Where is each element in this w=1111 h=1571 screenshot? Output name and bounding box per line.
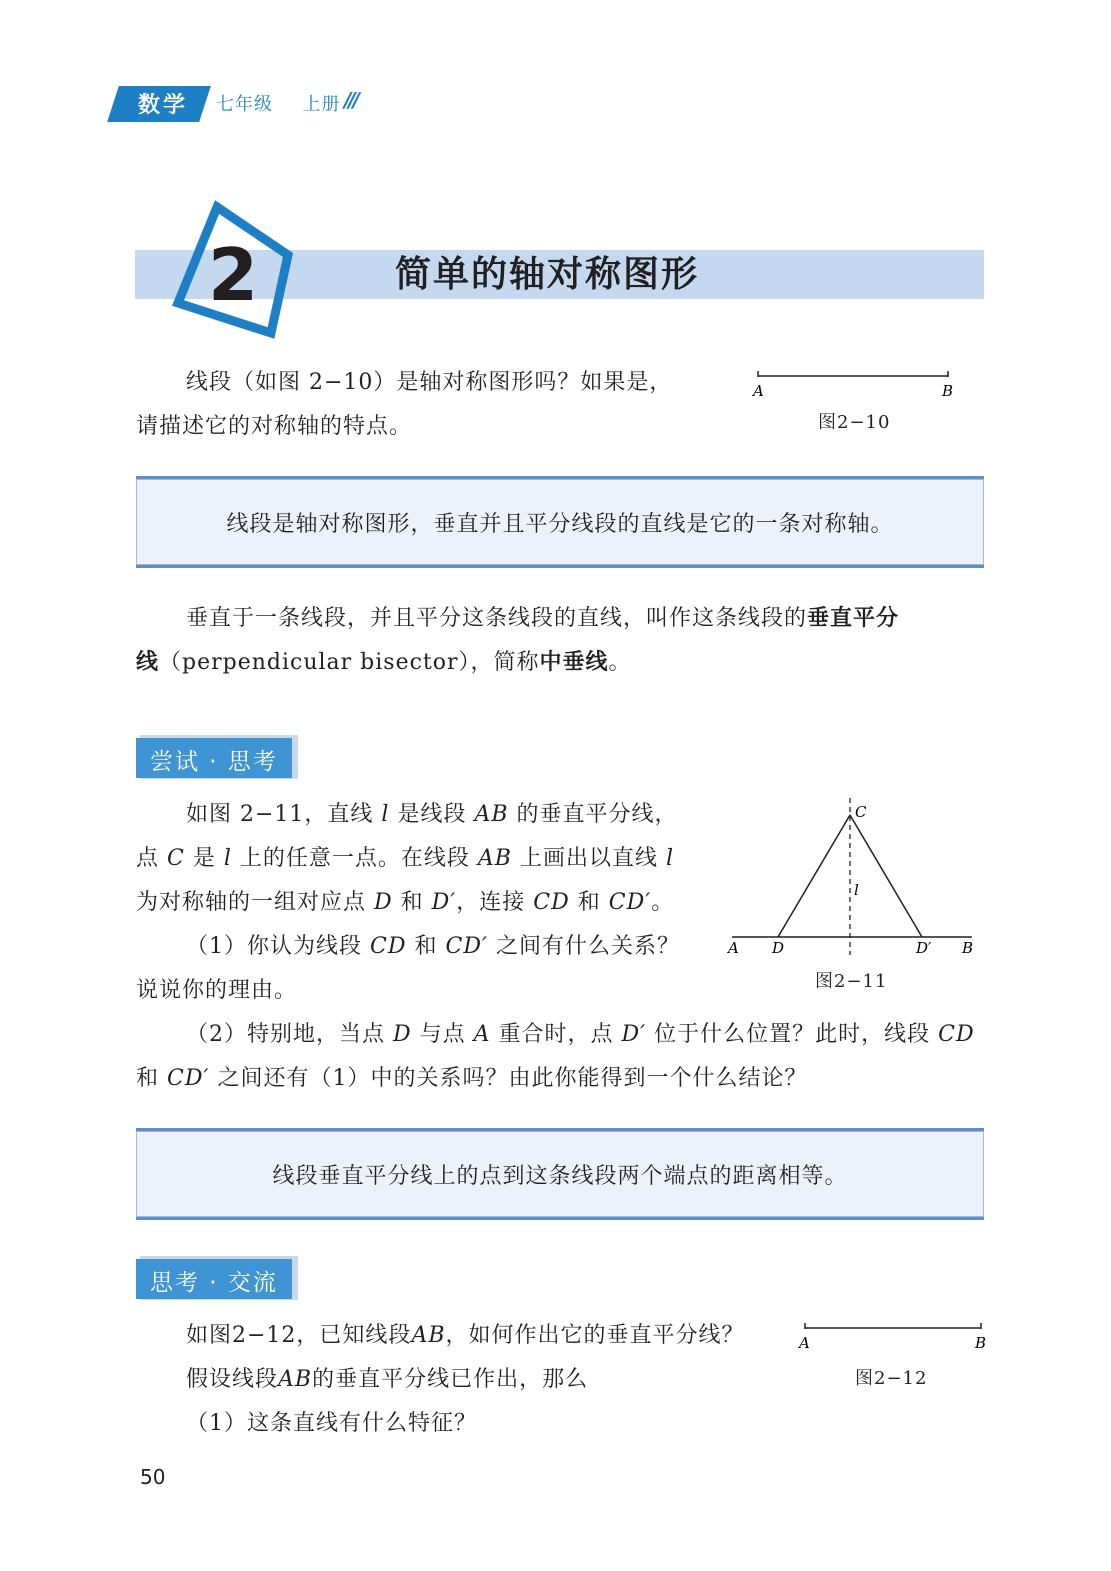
figure-2-10-caption: 图2−10 <box>818 412 891 433</box>
figure-2-11-caption: 图2−11 <box>815 971 888 992</box>
question-2-line-1: （2）特别地，当点 D 与点 A 重合时，点 D′ 位于什么位置？此时，线段 CD <box>186 1022 975 1047</box>
definition-term-part-2: 线 <box>136 650 160 675</box>
box-2-bottom-rule <box>136 1217 984 1220</box>
try-think-line-2: 点 C 是 l 上的任意一点。在线段 AB 上画出以直线 l <box>136 846 674 871</box>
box-1-text: 线段是轴对称图形，垂直并且平分线段的直线是它的一条对称轴。 <box>226 511 894 537</box>
box-2-text: 线段垂直平分线上的点到这条线段两个端点的距离相等。 <box>272 1163 848 1189</box>
question-1-line-2: 说说你的理由。 <box>136 978 298 1003</box>
header-slash-decoration: /// <box>344 88 357 112</box>
definition-text: 垂直于一条线段，并且平分这条线段的直线，叫作这条线段的 <box>186 606 808 631</box>
fig-2-12-point-a: A <box>799 1334 810 1352</box>
think-exchange-line-2: 假设线段AB的垂直平分线已作出，那么 <box>186 1367 589 1392</box>
definition-period: 。 <box>608 650 632 675</box>
think-exchange-line-3: （1）这条直线有什么特征？ <box>186 1411 477 1436</box>
fig-2-10-point-b: B <box>942 382 954 400</box>
question-2-line-2: 和 CD′ 之间还有（1）中的关系吗？由此你能得到一个什么结论？ <box>136 1066 808 1091</box>
definition-short-term: 中垂线 <box>539 650 609 675</box>
section-number: 2 <box>207 233 259 317</box>
fig-2-11-point-d-prime: D′ <box>916 939 932 957</box>
fig-2-11-point-a: A <box>728 939 739 957</box>
try-think-label: 尝试 · 思考 <box>150 749 278 775</box>
think-exchange-line-1: 如图2−12，已知线段AB，如何作出它的垂直平分线？ <box>186 1323 745 1348</box>
conclusion-box-2 <box>136 1128 984 1220</box>
volume-text: 上册 <box>302 94 341 115</box>
grade-text: 七年级 <box>216 94 273 115</box>
fig-2-12-point-b: B <box>975 1334 987 1352</box>
box-1-bottom-rule <box>136 565 984 568</box>
fig-2-11-point-b: B <box>962 939 974 957</box>
fig-2-10-point-a: A <box>753 382 764 400</box>
definition-term-part-1: 垂直平分 <box>807 606 900 631</box>
definition-line-1 <box>186 597 899 641</box>
try-think-line-1: 如图 2−11，直线 l 是线段 AB 的垂直平分线， <box>186 802 678 827</box>
intro-line-2: 请描述它的对称轴的特点。 <box>136 414 413 439</box>
fig-2-11-point-d: D <box>772 939 785 957</box>
page-number: 50 <box>140 1465 166 1489</box>
figure-2-12-caption: 图2−12 <box>855 1368 928 1389</box>
grade-label <box>216 90 340 116</box>
think-exchange-label: 思考 · 交流 <box>150 1270 278 1296</box>
fig-2-11-point-c: C <box>855 803 867 821</box>
question-1-line-1: （1）你认为线段 CD 和 CD′ 之间有什么关系？ <box>186 934 680 959</box>
definition-english-term: （perpendicular bisector），简称 <box>159 650 540 675</box>
figure-2-11 <box>720 795 982 960</box>
definition-line-2 <box>136 641 632 685</box>
figure-2-12 <box>795 1320 990 1356</box>
fig-2-11-segment-cd <box>778 815 850 937</box>
figure-2-10 <box>745 368 960 404</box>
try-think-line-3: 为对称轴的一组对应点 D 和 D′，连接 CD 和 CD′。 <box>136 890 675 915</box>
intro-line-1: 线段（如图 2−10）是轴对称图形吗？如果是， <box>186 370 673 395</box>
fig-2-11-segment-cd-prime <box>850 815 922 937</box>
conclusion-box-1 <box>136 476 984 568</box>
subject-label: 数学 <box>137 93 188 118</box>
fig-2-11-line-l-label: l <box>854 881 859 899</box>
section-title: 简单的轴对称图形 <box>395 254 700 295</box>
